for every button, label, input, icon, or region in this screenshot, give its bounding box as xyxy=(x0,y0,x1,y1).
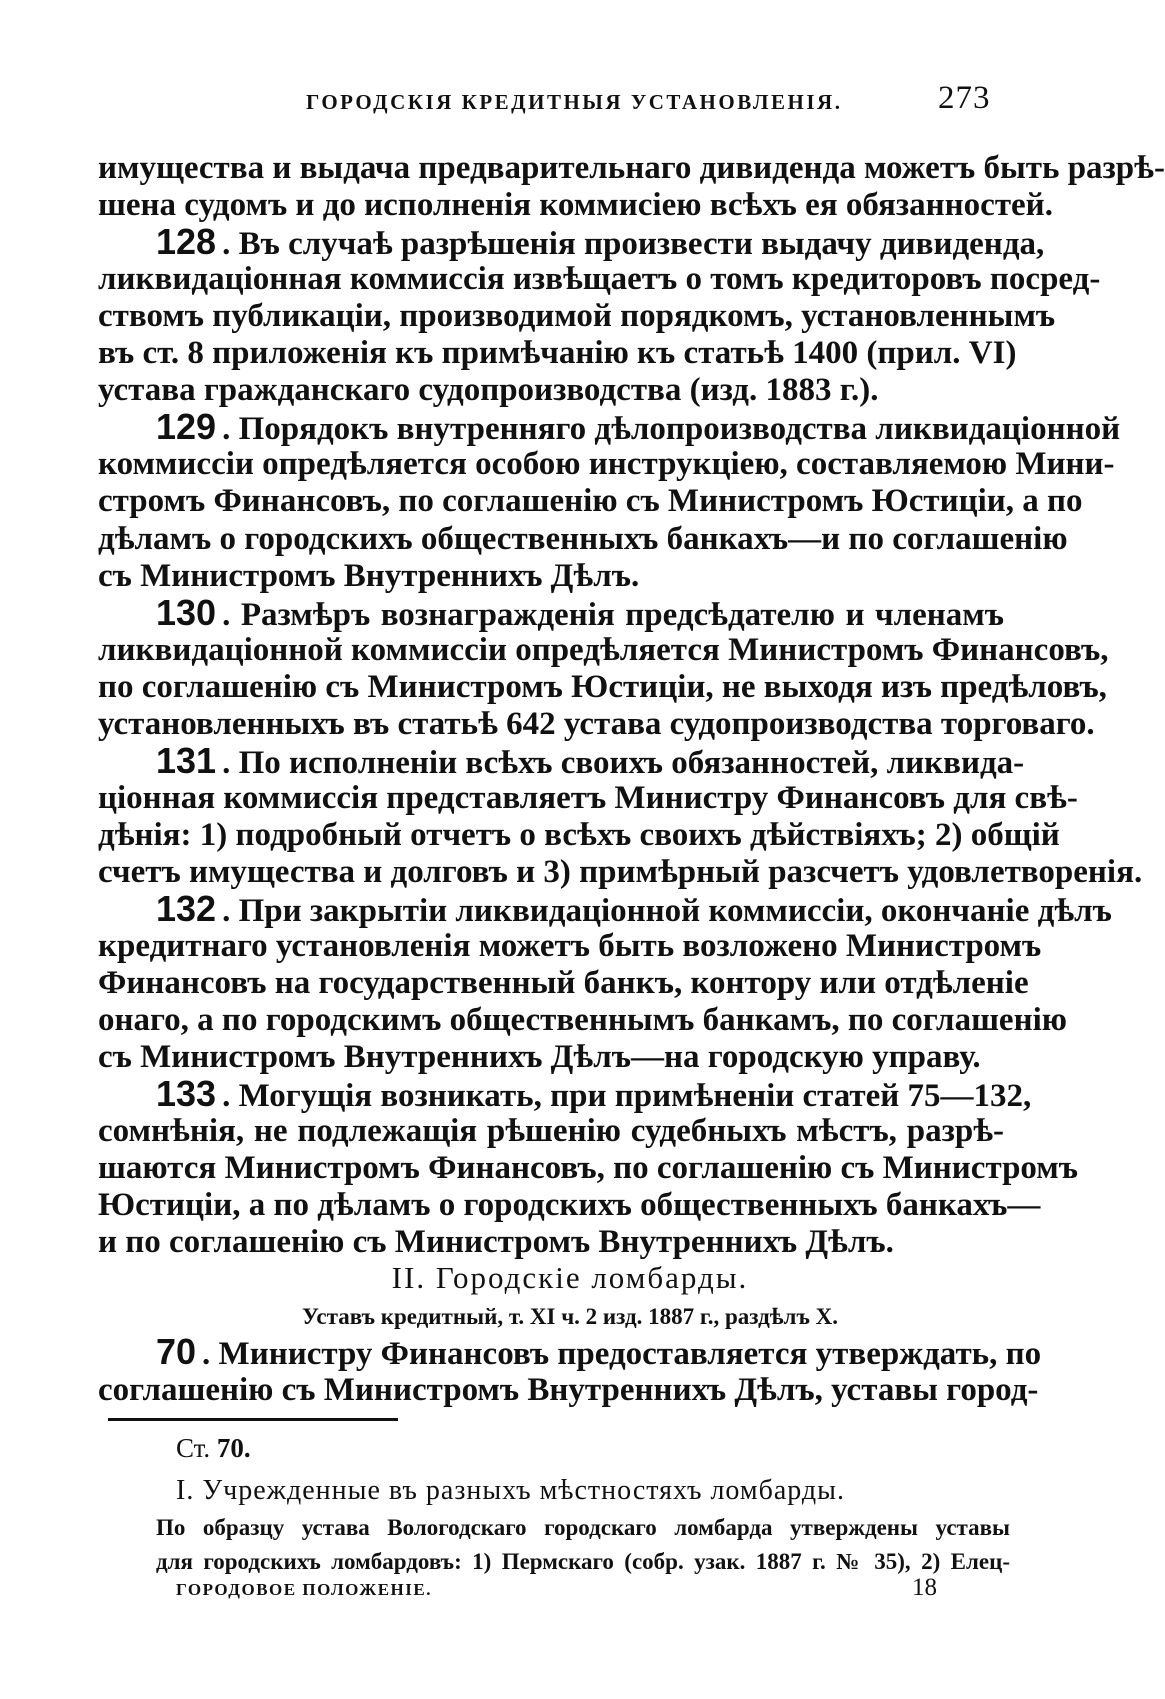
text-line xyxy=(98,333,1017,373)
article-first-line xyxy=(156,888,1112,929)
text-line xyxy=(98,815,1060,855)
footnote-line: По образцу устава Вологодскаго городскаго ломбарда утверждены уставы xyxy=(156,1515,1010,1540)
line-text: стромъ Финансовъ, по соглашенію съ Министромъ Юстиціи, а по xyxy=(98,483,1083,520)
text-line xyxy=(98,778,1078,818)
line-text: съ Министромъ Внутреннихъ Дѣлъ—на городскую управу. xyxy=(98,1039,981,1076)
running-title: ГОРОДСКІЯ КРЕДИТНЫЯ УСТАНОВЛЕНІЯ. xyxy=(306,90,843,114)
line-text: шаются Министромъ Финансовъ, по соглашенію съ Министромъ xyxy=(98,1150,1079,1187)
text-line xyxy=(98,519,1068,559)
article-number: 129 xyxy=(156,406,217,448)
line-text: ликвидаціонная коммиссія извѣщаетъ о томъ кредиторовъ посред- xyxy=(98,261,1101,298)
section-subheading: Уставъ кредитный, т. XI ч. 2 изд. 1887 г., раздѣлъ X. xyxy=(302,1304,838,1329)
text-line xyxy=(98,630,1109,670)
line-text: счетъ имущества и долговъ и 3) примѣрный разсчетъ удовлетворенія. xyxy=(98,853,1143,890)
footnote-ref-number: 70. xyxy=(216,1433,251,1463)
line-text: сомнѣнія, не подлежащія рѣшенію судебныхъ мѣстъ, разрѣ- xyxy=(98,1113,1004,1150)
article-number: 131 xyxy=(156,739,217,781)
article-first-line xyxy=(156,1073,1032,1115)
footnote-reference xyxy=(176,1433,251,1464)
line-text: . По исполненіи всѣхъ своихъ обязанностей, ликвида- xyxy=(222,744,1025,781)
line-text: шена судомъ и до исполненія коммисіею всѣхъ ея обязанностей. xyxy=(98,187,1053,224)
text-line xyxy=(98,370,1004,410)
text-line xyxy=(98,556,1004,596)
text-line xyxy=(98,1185,1041,1225)
line-text: . Порядокъ внутренняго дѣлопроизводства ликвидаціонной xyxy=(222,411,1121,448)
signature-title: ГОРОДОВОЕ ПОЛОЖЕНІЕ. xyxy=(176,1580,432,1599)
text-line xyxy=(98,185,1053,225)
line-text: по соглашенію съ Министромъ Юстиціи, не выходя изъ предѣловъ, xyxy=(98,668,1107,705)
footnote-ref-label: Ст. xyxy=(176,1433,211,1463)
article-first-line xyxy=(156,221,1045,263)
article-number: 132 xyxy=(156,888,217,929)
line-text: и по соглашенію съ Министромъ Внутреннихъ Дѣлъ. xyxy=(98,1224,894,1261)
text-line xyxy=(98,963,1029,1003)
text-line xyxy=(98,1000,1067,1040)
article-first-line xyxy=(156,1331,1042,1372)
line-text: . Въ случаѣ разрѣшенія произвести выдачу дивиденда, xyxy=(222,226,1045,263)
line-text: . Размѣръ вознагражденія предсѣдателю и членамъ xyxy=(222,596,1004,633)
article-number: 128 xyxy=(156,221,217,263)
line-text: въ ст. 8 приложенія къ примѣчанію къ статьѣ 1400 (прил. VI) xyxy=(98,335,1017,372)
footnote-rule xyxy=(108,1418,398,1421)
article-first-line xyxy=(156,593,1004,633)
line-text: коммиссіи опредѣляется особою инструкціею, составляемою Мини- xyxy=(98,446,1115,483)
text-line xyxy=(98,1370,1039,1410)
text-line xyxy=(98,1148,1079,1188)
line-text: дѣнія: 1) подробный отчетъ о всѣхъ своихъ дѣйствіяхъ; 2) общій xyxy=(98,816,1060,853)
line-text: . Министру Финансовъ предоставляется утверждать, по xyxy=(202,1336,1042,1372)
section-heading: II. Городскіе ломбарды. xyxy=(391,1260,749,1295)
article-first-line xyxy=(156,739,1025,781)
article-number: 130 xyxy=(156,591,217,633)
line-text: ликвидаціонной коммиссіи опредѣляется Министромъ Финансовъ, xyxy=(98,631,1109,668)
signature-number: 18 xyxy=(912,1574,937,1601)
text-line xyxy=(98,1111,1004,1151)
line-text: установленныхъ въ статьѣ 642 устава судопроизводства торговаго. xyxy=(98,705,1095,742)
footnote-line: для городскихъ ломбардовъ: 1) Пермскаго (собр. узак. 1887 г. № 35), 2) Елец- xyxy=(156,1549,1010,1574)
text-line xyxy=(98,259,1101,299)
article-number: 133 xyxy=(156,1073,217,1115)
line-text: Финансовъ на государственный банкъ, контору или отдѣленіе xyxy=(98,965,1029,1002)
line-text: устава гражданскаго судопроизводства (изд. 1883 г.). xyxy=(98,372,879,409)
line-text: ціонная коммиссія представляетъ Министру Финансовъ для свѣ- xyxy=(98,779,1078,816)
line-text: ствомъ публикаціи, производимой порядкомъ, установленнымъ xyxy=(98,298,1056,335)
text-line xyxy=(98,148,1165,188)
text-line xyxy=(98,852,1143,892)
article-first-line xyxy=(156,406,1121,448)
line-text: имущества и выдача предварительнаго дивиденда можетъ быть разрѣ- xyxy=(98,150,1165,186)
text-line xyxy=(98,296,1056,336)
text-line xyxy=(98,704,1095,744)
line-text: . При закрытіи ликвидаціонной коммиссіи, окончаніе дѣлъ xyxy=(222,893,1112,929)
line-text: Юстиціи, а по дѣламъ о городскихъ общественныхъ банкахъ— xyxy=(98,1187,1041,1224)
line-text: соглашенію съ Министромъ Внутреннихъ Дѣлъ, уставы город- xyxy=(98,1372,1039,1408)
text-line xyxy=(98,444,1115,484)
page-number: 273 xyxy=(938,80,991,116)
text-line xyxy=(98,667,1107,707)
article-number: 70 xyxy=(156,1331,197,1372)
line-text: . Могущія возникать, при примѣненіи статей 75—132, xyxy=(222,1078,1032,1115)
line-text: кредитнаго установленія можетъ быть возложено Министромъ xyxy=(98,928,1042,965)
text-line xyxy=(98,481,1083,521)
line-text: дѣламъ о городскихъ общественныхъ банкахъ—и по соглашенію xyxy=(98,520,1068,557)
text-line xyxy=(98,1222,1004,1262)
text-line xyxy=(98,926,1042,966)
text-line xyxy=(98,1037,1004,1077)
footnote-heading: I. Учрежденные въ разныхъ мѣстностяхъ ломбарды. xyxy=(176,1475,845,1506)
line-text: съ Министромъ Внутреннихъ Дѣлъ. xyxy=(98,557,640,594)
line-text: онаго, а по городскимъ общественнымъ банкамъ, по соглашенію xyxy=(98,1002,1067,1039)
